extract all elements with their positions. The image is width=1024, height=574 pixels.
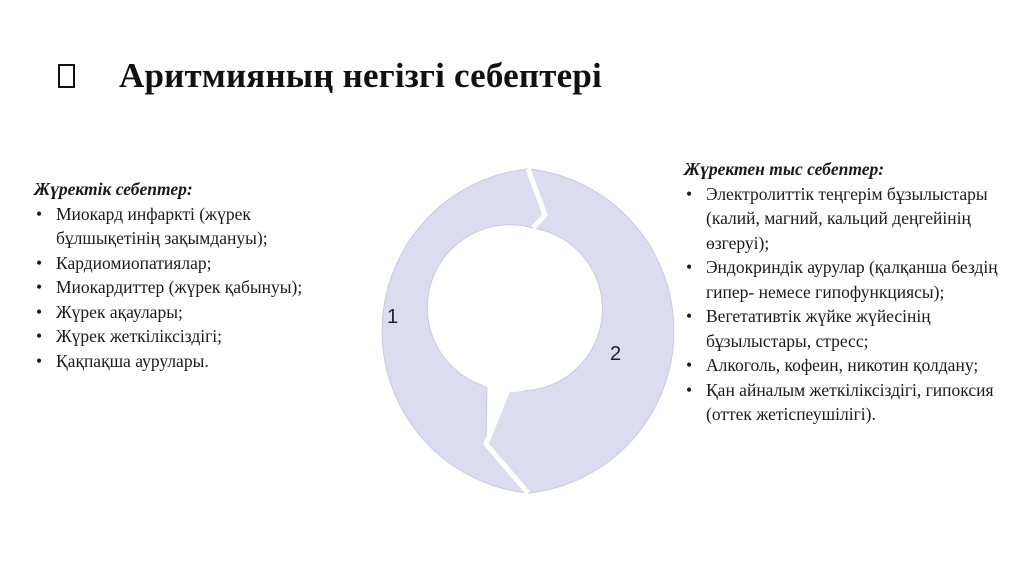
cardiac-causes-heading: Жүректік себептер: — [34, 179, 193, 199]
title-row — [58, 56, 602, 96]
segment-label-1: 1 — [387, 306, 399, 328]
extracardiac-causes-list — [684, 182, 1014, 427]
list-item: • Кардиомиопатиялар; — [34, 251, 334, 276]
list-item: • Вегетативтік жүйке жүйесінің бұзылыстары, стресс; — [684, 304, 1014, 353]
list-item: • Жүрек ақаулары; — [34, 300, 334, 325]
cardiac-causes — [34, 177, 334, 373]
cardiac-causes-list — [34, 202, 334, 374]
page-title: Аритмияның негізгі себептері — [119, 56, 602, 95]
list-item: • Алкоголь, кофеин, никотин қолдану; — [684, 353, 1014, 378]
diagram-center-hole — [450, 270, 572, 392]
list-item: • Миокардиттер (жүрек қабынуы); — [34, 275, 334, 300]
segment-label-2: 2 — [610, 343, 622, 365]
extracardiac-causes — [684, 157, 1014, 427]
list-item: • Миокард инфаркті (жүрек бұлшықетінің зақымдануы); — [34, 202, 334, 251]
list-item: • Қан айналым жеткіліксіздігі, гипоксия (оттек жетіспеушілігі). — [684, 378, 1014, 427]
list-item: • Электролиттік теңгерім бұзылыстары (калий, магний, кальций деңгейінің өзгеруі); — [684, 182, 1014, 256]
list-item: • Қақпақша аурулары. — [34, 349, 334, 374]
cycle-diagram — [348, 168, 674, 494]
list-item: • Эндокриндік аурулар (қалқанша бездің гипер- немесе гипофункциясы); — [684, 255, 1014, 304]
title-bullet-icon — [58, 64, 75, 88]
extracardiac-causes-heading: Жүректен тыс себептер: — [684, 159, 885, 179]
list-item: • Жүрек жеткіліксіздігі; — [34, 324, 334, 349]
